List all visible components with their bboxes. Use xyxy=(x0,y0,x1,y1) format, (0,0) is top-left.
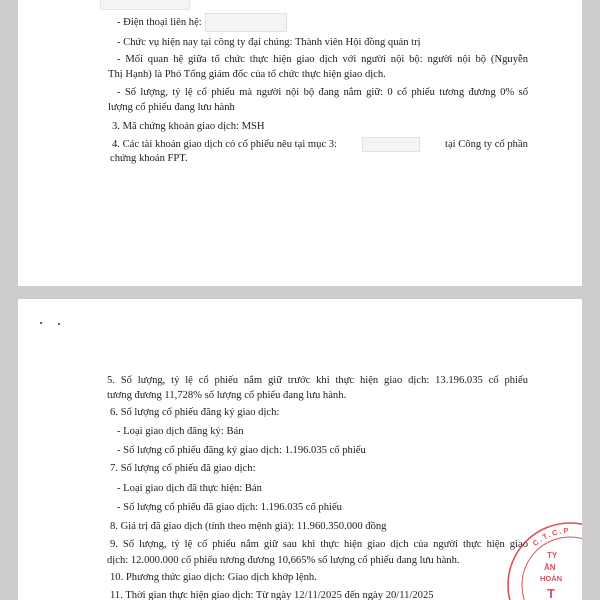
item-7-heading: 7. Số lượng cổ phiếu đã giao dịch: xyxy=(110,463,256,474)
item-3-ticker: 3. Mã chứng khoán giao dịch: MSH xyxy=(112,121,265,132)
item-9-line-2: dịch: 12.000.000 cổ phiếu tương đương 10,665% số lượng cổ phiếu đang lưu hành. xyxy=(107,555,460,566)
item-4-text-before: 4. Các tài khoản giao dịch có cổ phiếu nêu tại mục 3: xyxy=(112,138,338,150)
item-11-period: 11. Thời gian thực hiện giao dịch: Từ ngày 12/11/2025 đến ngày 20/11/2025 xyxy=(110,590,434,600)
item-4-row xyxy=(112,136,528,152)
relationship-line-1: - Mối quan hệ giữa tổ chức thực hiện giao dịch với người nội bộ: người nội bộ (Nguyễn xyxy=(117,54,528,65)
stamp-line-3: HOÁN xyxy=(540,574,563,583)
stamp-line-1: TY xyxy=(547,551,558,560)
item-4-continued: chứng khoán FPT. xyxy=(110,153,188,164)
scan-speck xyxy=(40,322,42,324)
stamp-line-2: ẦN xyxy=(544,563,556,572)
insider-holding-line-2: lượng cổ phiếu đang lưu hành xyxy=(108,102,235,113)
company-stamp xyxy=(500,515,582,600)
document-page-2 xyxy=(18,299,582,600)
redaction-box-top xyxy=(100,0,190,10)
item-6-quantity: - Số lượng cổ phiếu đăng ký giao dịch: 1.196.035 cổ phiếu xyxy=(117,445,366,456)
position-line: - Chức vụ hiện nay tại công ty đại chúng: Thành viên Hội đồng quản trị xyxy=(117,37,421,48)
insider-holding-line-1: - Số lượng, tỷ lệ cổ phiếu mà người nội bộ đang nắm giữ: 0 cổ phiếu tương đương 0% số xyxy=(117,87,528,98)
phone-contact-label: - Điện thoại liên hệ: xyxy=(117,16,202,28)
item-5-line-2: tương đương 11,728% số lượng cổ phiếu đang lưu hành. xyxy=(107,390,347,401)
redaction-box-phone xyxy=(205,13,287,32)
item-8-value: 8. Giá trị đã giao dịch (tính theo mệnh giá): 11.960.350.000 đồng xyxy=(110,521,387,532)
scan-speck xyxy=(58,323,60,325)
stamp-line-4: T xyxy=(547,586,555,600)
item-4-text-after: tại Công ty cổ phần xyxy=(445,138,528,150)
item-6-heading: 6. Số lượng cổ phiếu đăng ký giao dịch: xyxy=(110,407,280,418)
item-7-type: - Loại giao dịch đã thực hiện: Bán xyxy=(117,483,262,494)
stamp-arc-text-path: C.T.C.P xyxy=(530,525,571,548)
item-7-quantity: - Số lượng cổ phiếu đã giao dịch: 1.196.035 cổ phiếu xyxy=(117,502,342,513)
item-9-line-1: 9. Số lượng, tỷ lệ cổ phiếu nắm giữ sau khi thực hiện giao dịch của người thực hiện giao xyxy=(110,539,528,550)
document-page-1 xyxy=(18,0,582,286)
phone-contact-row xyxy=(117,12,287,32)
relationship-line-2: Thị Hạnh) là Phó Tổng giám đốc của tổ chức thực hiện giao dịch. xyxy=(108,69,386,80)
item-5-line-1: 5. Số lượng, tỷ lệ cổ phiếu nắm giữ trước khi thực hiện giao dịch: 13.196.035 cổ phiếu xyxy=(107,375,528,386)
redaction-box-account xyxy=(362,137,420,152)
item-10-method: 10. Phương thức giao dịch: Giao dịch khớp lệnh. xyxy=(110,572,317,583)
item-6-type: - Loại giao dịch đăng ký: Bán xyxy=(117,426,244,437)
